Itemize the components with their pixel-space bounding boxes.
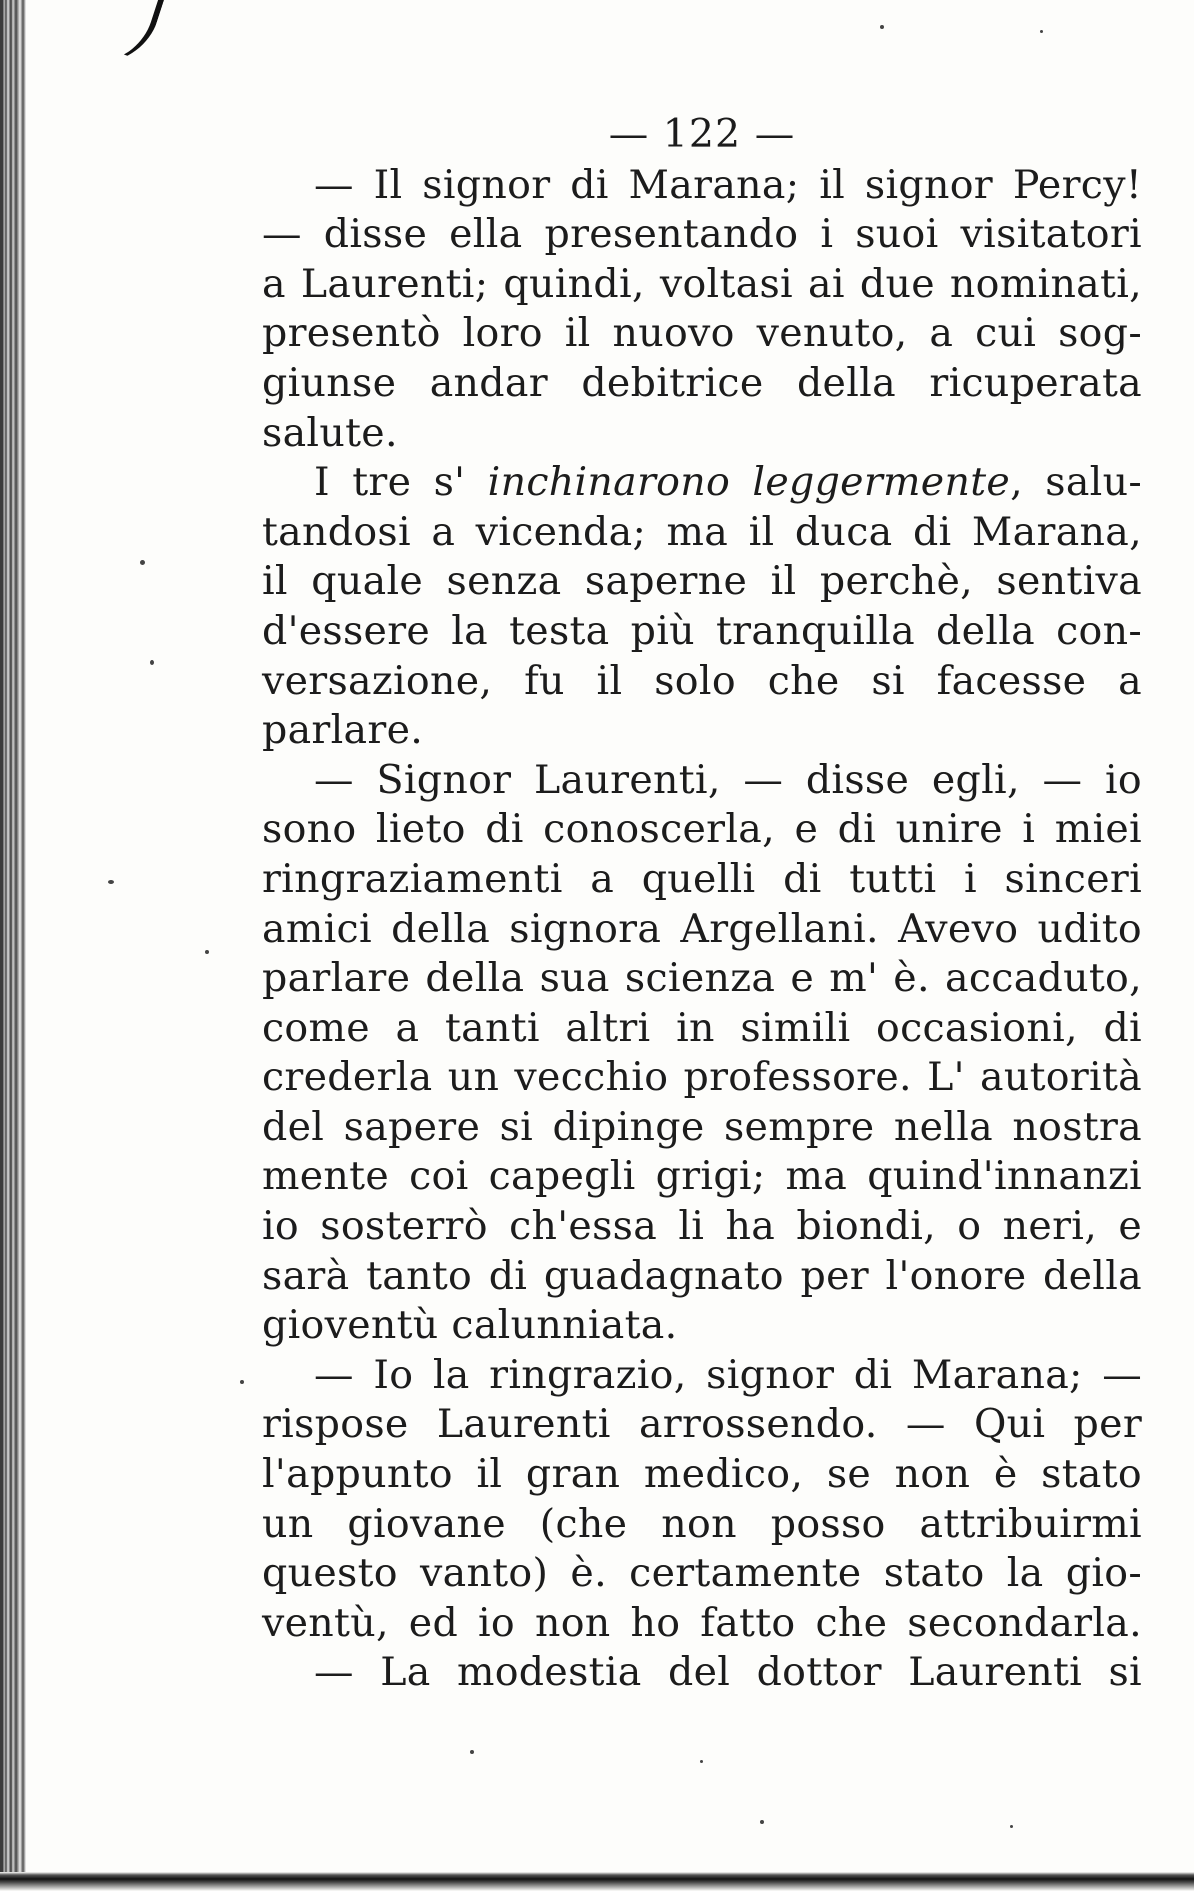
text-line: mente coi capegli grigi; ma quind'innanzi bbox=[262, 1153, 1142, 1200]
ink-speck bbox=[108, 880, 114, 884]
corner-ink-mark bbox=[18, 0, 164, 62]
ink-speck bbox=[470, 1750, 474, 1754]
text-line: io sosterrò ch'essa li ha biondi, o neri, e bbox=[262, 1203, 1142, 1250]
ink-speck bbox=[150, 660, 154, 665]
text-line: il quale senza saperne il perchè, sentiva bbox=[262, 558, 1142, 605]
text-line: come a tanti altri in simili occasioni, di bbox=[262, 1004, 1142, 1051]
page-number: — 122 — bbox=[608, 111, 796, 157]
ink-speck bbox=[700, 1760, 703, 1763]
text-line: del sapere si dipinge sempre nella nostra bbox=[262, 1103, 1142, 1150]
text-line: un giovane (che non posso attribuirmi bbox=[262, 1500, 1142, 1547]
ink-speck bbox=[140, 560, 145, 565]
text-line: salute. bbox=[262, 409, 398, 456]
text-block bbox=[262, 110, 1142, 1698]
ink-speck bbox=[1010, 1825, 1013, 1828]
text-line: presentò loro il nuovo venuto, a cui sog- bbox=[262, 310, 1142, 357]
text-line: — Il signor di Marana; il signor Percy! bbox=[314, 161, 1142, 208]
binding-edge bbox=[0, 0, 26, 1891]
text-line: d'essere la testa più tranquilla della con- bbox=[262, 607, 1142, 654]
ink-speck bbox=[205, 950, 209, 954]
text-line: questo vanto) è. certamente stato la gio- bbox=[262, 1550, 1142, 1597]
text-line: I tre s' inchinarono leggermente, salu- bbox=[314, 459, 1142, 506]
text-line: parlare. bbox=[262, 707, 424, 754]
text-line: sarà tanto di guadagnato per l'onore della bbox=[262, 1252, 1142, 1299]
text-line: — Io la ringrazio, signor di Marana; — bbox=[314, 1351, 1142, 1398]
text-line: amici della signora Argellani. Avevo udito bbox=[262, 905, 1142, 952]
text-line: giunse andar debitrice della ricuperata bbox=[262, 359, 1142, 406]
text-line: rispose Laurenti arrossendo. — Qui per bbox=[262, 1401, 1142, 1448]
bottom-edge bbox=[0, 1872, 1194, 1891]
text-line: — La modestia del dottor Laurenti si bbox=[314, 1649, 1142, 1696]
text-line: gioventù calunniata. bbox=[262, 1302, 678, 1349]
body-text bbox=[262, 161, 1142, 1698]
text-line: sono lieto di conoscerla, e di unire i miei bbox=[262, 806, 1142, 853]
ink-speck bbox=[880, 25, 884, 29]
text-line: crederla un vecchio professore. L' autorità bbox=[262, 1054, 1142, 1101]
text-line: — Signor Laurenti, — disse egli, — io bbox=[314, 756, 1142, 803]
ink-speck bbox=[760, 1820, 764, 1824]
ink-speck bbox=[1040, 30, 1043, 33]
text-line: tandosi a vicenda; ma il duca di Marana, bbox=[262, 508, 1142, 555]
text-line: — disse ella presentando i suoi visitatori bbox=[262, 211, 1142, 258]
text-line: parlare della sua scienza e m' è. accaduto, bbox=[262, 955, 1142, 1002]
text-line: l'appunto il gran medico, se non è stato bbox=[262, 1451, 1142, 1498]
text-line: a Laurenti; quindi, voltasi ai due nominati, bbox=[262, 260, 1142, 307]
text-line: ringraziamenti a quelli di tutti i sinceri bbox=[262, 855, 1142, 902]
text-line: ventù, ed io non ho fatto che secondarla. bbox=[262, 1599, 1142, 1646]
ink-speck bbox=[240, 1380, 244, 1384]
text-line: versazione, fu il solo che si facesse a bbox=[262, 657, 1142, 704]
